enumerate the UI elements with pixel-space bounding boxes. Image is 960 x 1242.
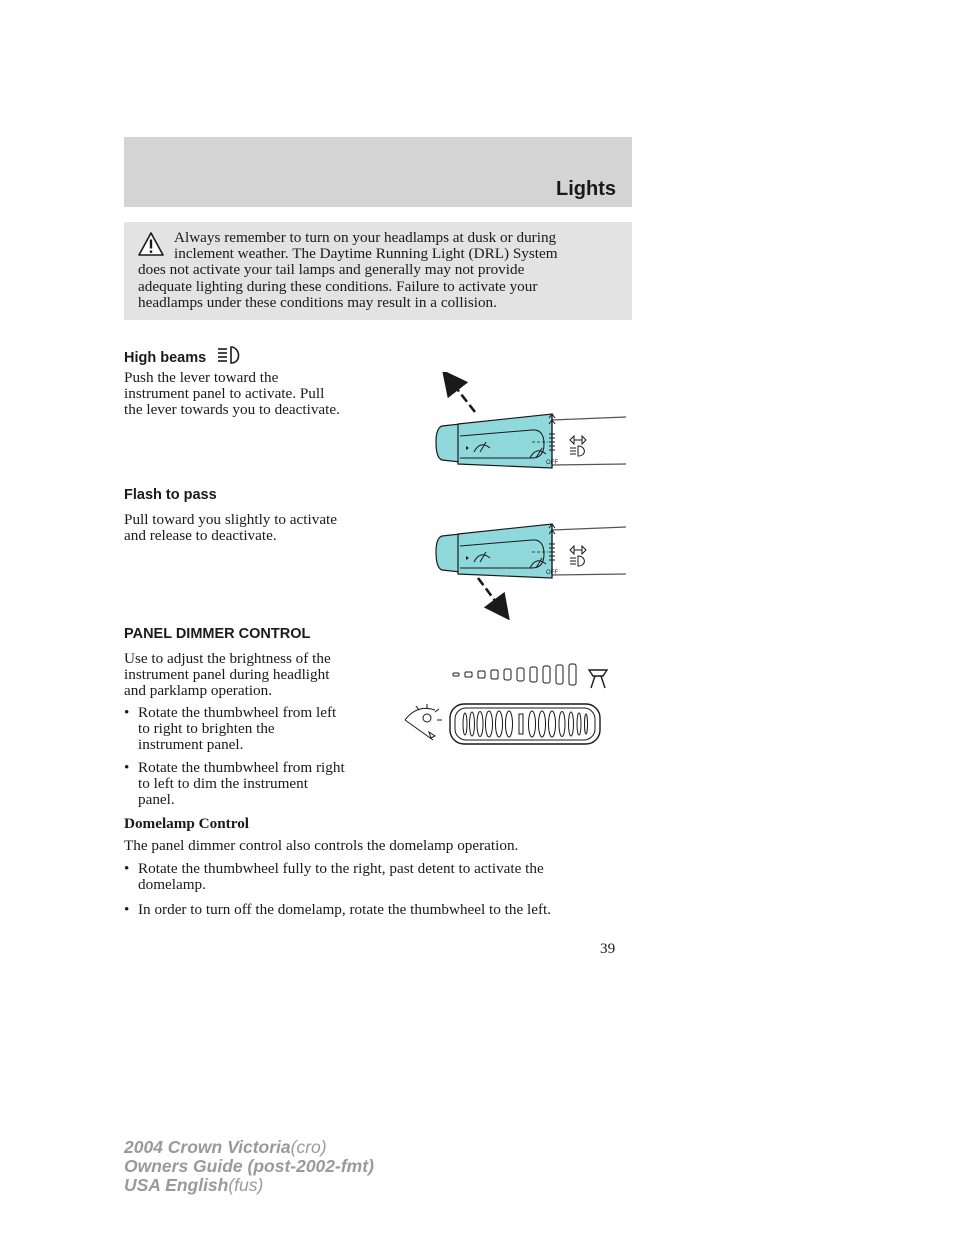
off-label: OFF (546, 570, 558, 576)
high-beams-heading: High beams (124, 345, 244, 366)
high-beams-text: Push the lever toward the instrument panel to activate. Pull the lever towards you to deactivate. (124, 369, 340, 419)
list-item: • In order to turn off the domelamp, rotate the thumbwheel to the left. (124, 901, 552, 918)
domelamp-icon (589, 670, 607, 688)
high-beam-icon (212, 345, 244, 365)
headlamp-icon (570, 446, 584, 456)
domelamp-heading: Domelamp Control (124, 815, 250, 832)
section-title: Lights (556, 178, 616, 200)
high-beam-lever-figure (420, 372, 632, 472)
headlamp-icon (570, 556, 584, 566)
warning-box (124, 222, 632, 320)
page-number: 39 (600, 940, 616, 957)
flash-to-pass-lever-figure (420, 510, 632, 620)
domelamp-intro: The panel dimmer control also controls the domelamp operation. (124, 837, 519, 854)
section-header (124, 137, 632, 207)
panel-light-icon (405, 704, 442, 740)
pull-direction-arrow (478, 578, 502, 610)
dimmer-thumbwheel[interactable] (450, 704, 600, 744)
panel-dimmer-text: Use to adjust the brightness of the instrument panel during headlight and parklamp operation. (124, 650, 331, 700)
list-item: • Rotate the thumbwheel fully to the right, past detent to activate the domelamp. (124, 860, 544, 894)
brightness-scale (453, 664, 576, 685)
push-direction-arrow (450, 380, 475, 412)
panel-dimmer-figure (395, 660, 620, 755)
off-label: OFF (546, 460, 558, 466)
turn-signal-icon (570, 546, 586, 554)
flash-to-pass-heading: Flash to pass (124, 487, 217, 503)
warning-text: Always remember to turn on your headlamps at dusk or during inclement weather. The Daytime Running Light (DRL) System does not activate your tail lamps and generally may not provide adequate lighting during these conditions. Failure to activate your headlamps under these conditions may result in a collision. (138, 229, 558, 311)
document-footer: 2004 Crown Victoria(cro) Owners Guide (post-2002-fmt) USA English(fus) (124, 1137, 374, 1195)
panel-dimmer-heading: PANEL DIMMER CONTROL (124, 626, 311, 642)
list-item: • Rotate the thumbwheel from right to left to dim the instrument panel. (124, 759, 345, 809)
turn-signal-icon (570, 436, 586, 444)
flash-to-pass-text: Pull toward you slightly to activate and release to deactivate. (124, 511, 338, 545)
list-item: • Rotate the thumbwheel from left to right to brighten the instrument panel. (124, 704, 337, 754)
